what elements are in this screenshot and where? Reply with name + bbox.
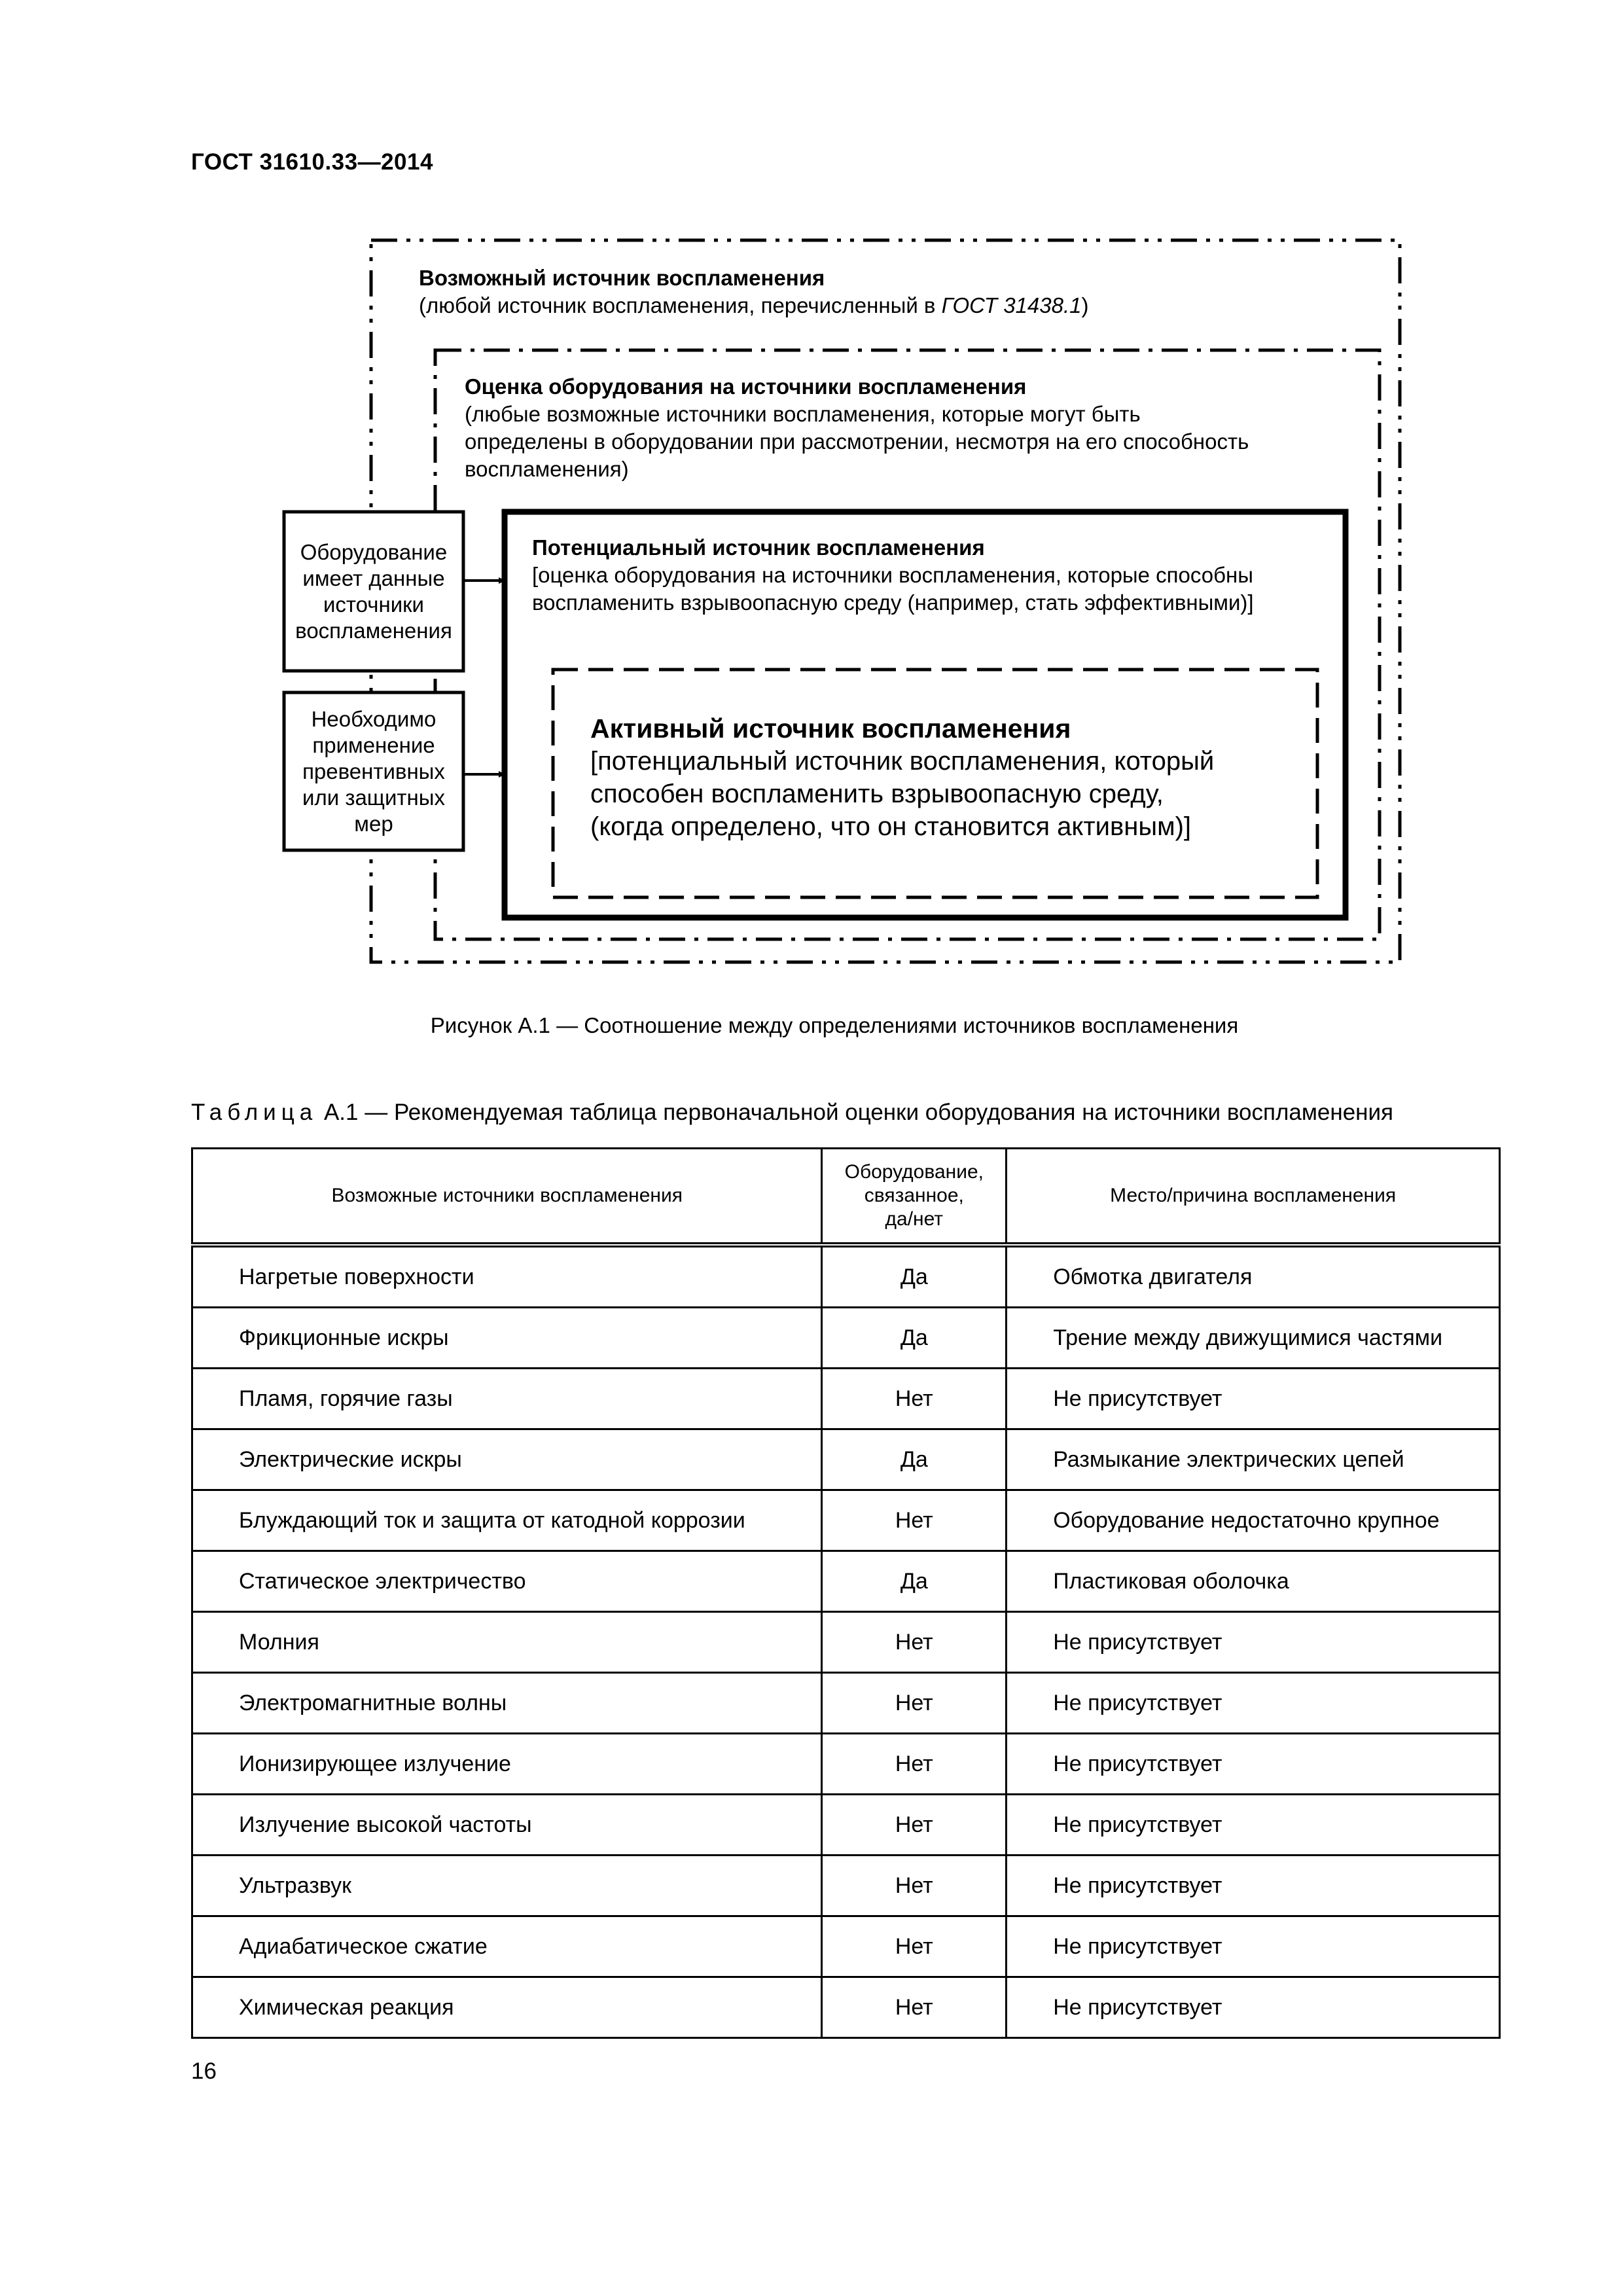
cell-cause: Не присутствует: [1007, 1673, 1500, 1734]
second-frame-line: (любые возможные источники воспламенения, которые могут быть: [465, 402, 1141, 426]
document-header: ГОСТ 31610.33—2014: [191, 149, 433, 175]
table-row: [192, 1795, 1500, 1856]
ignition-sources-table: [191, 1147, 1501, 2039]
table-row: [192, 1977, 1500, 2038]
cell-related: Нет: [822, 1673, 1007, 1734]
box-equipment-has-sources-label: Оборудование имеет данные источники воспламенения: [295, 539, 452, 643]
table-row: [192, 1916, 1500, 1977]
potential-frame-text: [532, 534, 1254, 617]
active-frame-text: [590, 712, 1214, 843]
figure-caption: Рисунок А.1 — Соотношение между определениями источников воспламенения: [430, 1013, 1239, 1037]
table-row: [192, 1429, 1500, 1490]
cell-source: Блуждающий ток и защита от катодной коррозии: [192, 1490, 822, 1551]
figure-diagram: [0, 0, 1623, 995]
cell-related: Нет: [822, 1856, 1007, 1916]
cell-cause: Не присутствует: [1007, 1734, 1500, 1795]
second-frame-title: Оценка оборудования на источники воспламенения: [465, 374, 1027, 399]
outer-frame-text: [419, 264, 1089, 319]
second-frame-line: определены в оборудовании при рассмотрении, несмотря на его способность: [465, 429, 1249, 454]
table-title: Таблица А.1 — Рекомендуемая таблица первоначальной оценки оборудования на источники воспламенения: [191, 1100, 1393, 1125]
cell-source: Адиабатическое сжатие: [192, 1916, 822, 1977]
cell-related: Нет: [822, 1612, 1007, 1673]
cell-source: Статическое электричество: [192, 1551, 822, 1612]
active-frame-line: способен воспламенить взрывоопасную среду,: [590, 780, 1164, 808]
outer-frame-description: (любой источник воспламенения, перечисленный в ГОСТ 31438.1): [419, 293, 1089, 317]
active-frame-line: (когда определено, что он становится активным)]: [590, 812, 1192, 841]
cell-source: Электромагнитные волны: [192, 1673, 822, 1734]
figure-a1: [0, 0, 1623, 995]
potential-frame-line: [оценка оборудования на источники воспламенения, которые способны: [532, 563, 1253, 587]
cell-related: Нет: [822, 1369, 1007, 1429]
outer-frame-title: Возможный источник воспламенения: [419, 266, 825, 290]
cell-related: Нет: [822, 1734, 1007, 1795]
cell-related: Нет: [822, 1916, 1007, 1977]
cell-related: Нет: [822, 1977, 1007, 2038]
cell-cause: Не присутствует: [1007, 1612, 1500, 1673]
second-frame-line: воспламенения): [465, 457, 629, 481]
cell-cause: Обмотка двигателя: [1007, 1245, 1500, 1308]
active-frame-line: [потенциальный источник воспламенения, который: [590, 747, 1215, 776]
cell-related: Да: [822, 1308, 1007, 1369]
cell-source: Ультразвук: [192, 1856, 822, 1916]
second-frame-text: [465, 373, 1249, 483]
potential-frame-title: Потенциальный источник воспламенения: [532, 535, 985, 560]
cell-source: Нагретые поверхности: [192, 1245, 822, 1308]
column-header-cause: Место/причина воспламенения: [1007, 1149, 1500, 1246]
table-row: [192, 1490, 1500, 1551]
cell-cause: Не присутствует: [1007, 1795, 1500, 1856]
cell-cause: Не присутствует: [1007, 1977, 1500, 2038]
column-header-related: Оборудование, связанное, да/нет: [822, 1149, 1007, 1246]
standard-reference: ГОСТ 31438.1: [941, 293, 1082, 317]
table-row: [192, 1369, 1500, 1429]
cell-source: Химическая реакция: [192, 1977, 822, 2038]
cell-cause: Пластиковая оболочка: [1007, 1551, 1500, 1612]
cell-related: Да: [822, 1551, 1007, 1612]
cell-source: Излучение высокой частоты: [192, 1795, 822, 1856]
table-row: [192, 1612, 1500, 1673]
potential-frame-line: воспламенить взрывоопасную среду (например, стать эффективными)]: [532, 590, 1254, 615]
table-row: [192, 1734, 1500, 1795]
page-number: 16: [191, 2058, 217, 2084]
cell-source: Пламя, горячие газы: [192, 1369, 822, 1429]
column-header-sources: Возможные источники воспламенения: [192, 1149, 822, 1246]
box-preventive-measures-label: Необходимо применение превентивных или защитных мер: [302, 706, 445, 836]
cell-related: Нет: [822, 1490, 1007, 1551]
cell-source: Электрические искры: [192, 1429, 822, 1490]
cell-source: Молния: [192, 1612, 822, 1673]
active-frame-title: Активный источник воспламенения: [590, 713, 1071, 744]
cell-cause: Оборудование недостаточно крупное: [1007, 1490, 1500, 1551]
cell-source: Фрикционные искры: [192, 1308, 822, 1369]
cell-cause: Не присутствует: [1007, 1916, 1500, 1977]
cell-cause: Не присутствует: [1007, 1369, 1500, 1429]
table-header-row: [192, 1149, 1500, 1246]
table-row: [192, 1551, 1500, 1612]
cell-related: Да: [822, 1429, 1007, 1490]
cell-cause: Размыкание электрических цепей: [1007, 1429, 1500, 1490]
cell-related: Да: [822, 1245, 1007, 1308]
cell-cause: Трение между движущимися частями: [1007, 1308, 1500, 1369]
cell-cause: Не присутствует: [1007, 1856, 1500, 1916]
table-row: [192, 1308, 1500, 1369]
table-row: [192, 1245, 1500, 1308]
cell-related: Нет: [822, 1795, 1007, 1856]
table-row: [192, 1673, 1500, 1734]
cell-source: Ионизирующее излучение: [192, 1734, 822, 1795]
table-row: [192, 1856, 1500, 1916]
